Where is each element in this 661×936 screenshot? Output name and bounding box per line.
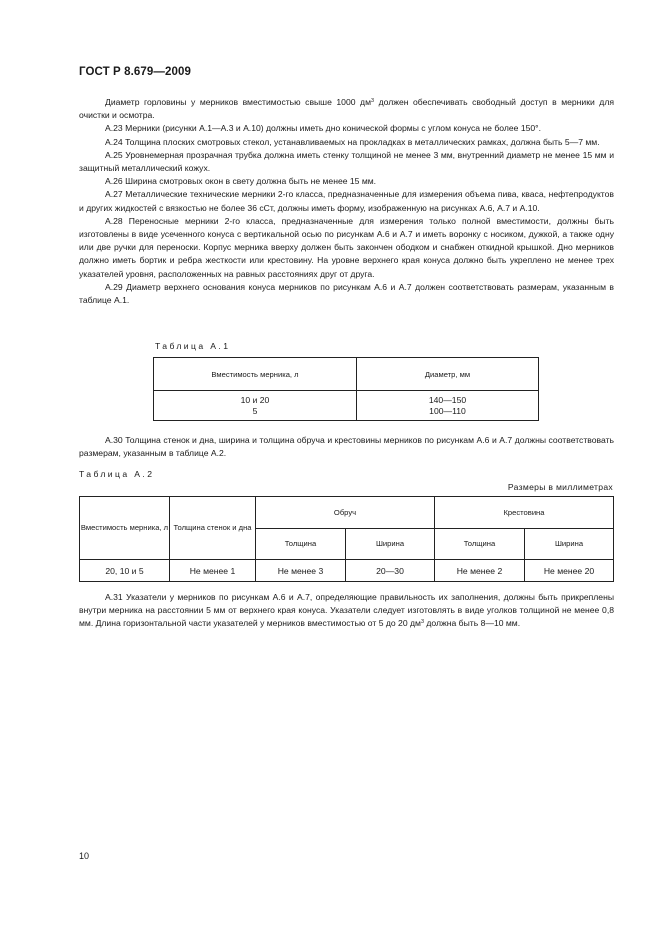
- document-header: ГОСТ Р 8.679—2009: [79, 66, 191, 78]
- cell-wall-thickness: Не менее 1: [170, 560, 256, 582]
- table-a2-units: Размеры в миллиметрах: [507, 482, 613, 492]
- page-number: 10: [79, 851, 90, 861]
- paragraph-a28: А.28 Переносные мерники 2-го класса, предназначенные для измерения только полной вместимости, должны быть изготовлены в виде усеченного конуса с вертикальной осью по рисункам А.6 и А.7 и иметь воронку с носиком, дужкой, а также одну или две ручки для переноски. Корпус мерника вверху должен быть закончен ободком и снабжен откидной крышкой. Дно мерников должно иметь бортик и ребра жесткости или крестовину. На уровне верхнего края конуса должно быть укреплено не менее трех указателей уровня, расположенных на равных расстояниях друг от друга.: [79, 215, 614, 279]
- header-diameter: Диаметр, мм: [357, 358, 539, 391]
- header-capacity: Вместимость мерника, л: [154, 358, 357, 391]
- header-capacity: Вместимость мерника, л: [80, 497, 170, 560]
- cell-hoop-width: 20—30: [346, 560, 435, 582]
- table-a1-caption: Таблица А.1: [155, 341, 231, 351]
- cell-diameter: 140—150 100—110: [357, 391, 539, 421]
- section-a22-a29: [79, 96, 614, 307]
- table-a1: [153, 357, 539, 421]
- paragraph-a23: А.23 Мерники (рисунки А.1—А.3 и А.10) должны иметь дно конической формы с углом конуса не более 150°.: [105, 123, 541, 134]
- header-hoop: Обруч: [256, 497, 435, 529]
- cell-capacity: 10 и 20 5: [154, 391, 357, 421]
- cell-cross-thickness: Не менее 2: [435, 560, 525, 582]
- header-cross-width: Ширина: [525, 529, 614, 560]
- paragraph-throat-diameter: Диаметр горловины у мерников вместимостью свыше 1000 $дм^3$ должен обеспечивать свободный доступ в мерники для очистки и осмотра.: [79, 97, 614, 121]
- paragraph-a26: А.26 Ширина смотровых окон в свету должна быть не менее 15 мм.: [105, 176, 377, 187]
- cell-hoop-thickness: Не менее 3: [256, 560, 346, 582]
- header-hoop-width: Ширина: [346, 529, 435, 560]
- paragraph-a30: А.30 Толщина стенок и дна, ширина и толщина обруча и крестовины мерников по рисункам А.6 и А.7 должны соответствовать размерам, указанным в таблице А.2.: [79, 435, 614, 459]
- table-a2: [79, 496, 614, 582]
- paragraph-a24: А.24 Толщина плоских смотровых стекол, устанавливаемых на прокладках в металлических рамках, должна быть 5—7 мм.: [105, 136, 600, 147]
- paragraph-a25: А.25 Уровнемерная прозрачная трубка должна иметь стенку толщиной не менее 3 мм, внутренний диаметр не менее 15 мм и защитный металлический кожух.: [79, 149, 614, 174]
- table-header-row: [80, 497, 614, 529]
- header-wall-thickness: Толщина стенок и дна: [170, 497, 256, 560]
- table-row: [80, 560, 614, 582]
- table-a2-caption: Таблица А.2: [79, 469, 155, 479]
- header-cross-thickness: Толщина: [435, 529, 525, 560]
- paragraph-a31: А.31 Указатели у мерников по рисункам А.6 и А.7, определяющие правильность их заполнения, должны быть прикреплены внутри мерника на расстоянии 5 мм от верхнего края конуса. Указатели следует изготовлять в виде уголков толщиной не менее 0,8 мм. Длина горизонтальной части указателей у мерников вместимостью от 5 до 20 $дм^3$ должна быть 8—10 мм.: [79, 592, 614, 629]
- section-a31: [79, 591, 614, 631]
- table-header-row: [154, 358, 539, 391]
- cell-capacity: 20, 10 и 5: [80, 560, 170, 582]
- header-hoop-thickness: Толщина: [256, 529, 346, 560]
- table-row: [154, 391, 539, 421]
- paragraph-a29: А.29 Диаметр верхнего основания конуса мерников по рисункам А.6 и А.7 должен соответствовать размерам, указанным в таблице А.1.: [79, 281, 614, 306]
- header-cross: Крестовина: [435, 497, 614, 529]
- cell-cross-width: Не менее 20: [525, 560, 614, 582]
- paragraph-a27: А.27 Металлические технические мерники 2-го класса, предназначенные для измерения объема пива, кваса, нефтепродуктов и других жидкостей с вязкостью не более 36 сСт, должны иметь форму, изображенную на рисунках А.6, А.7 и А.10.: [79, 189, 614, 213]
- section-a30: [79, 434, 614, 460]
